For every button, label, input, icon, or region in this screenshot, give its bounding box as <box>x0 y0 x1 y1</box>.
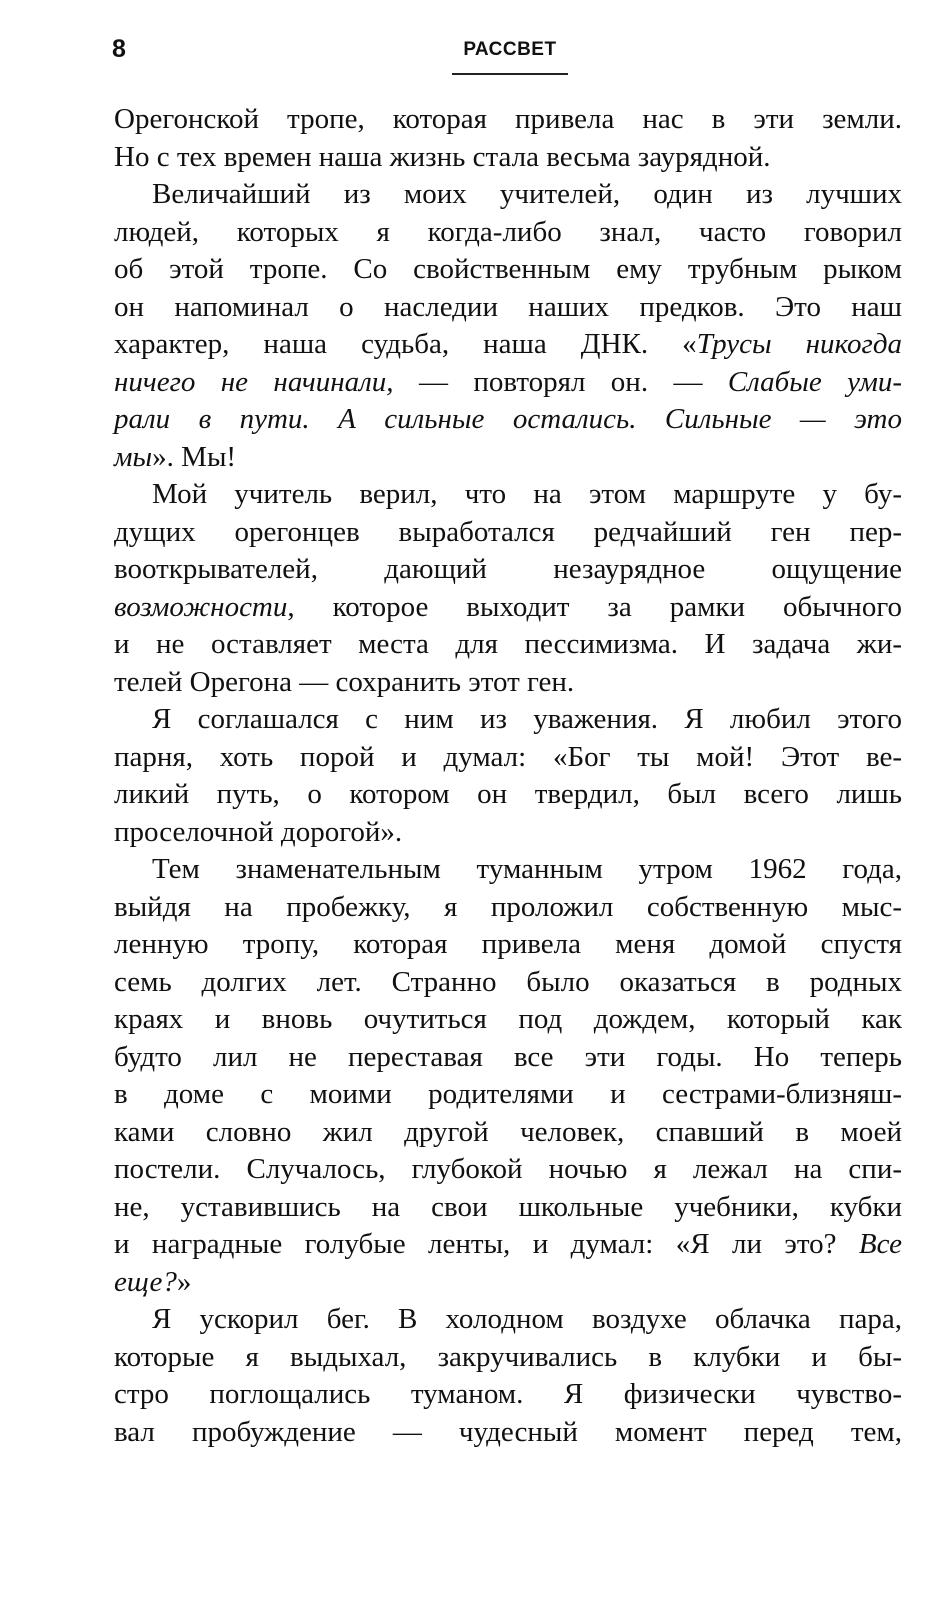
text-line: Орегонской тропе, которая привела нас в эти земли. <box>114 103 902 135</box>
paragraph-2 <box>114 176 902 476</box>
paragraph-4 <box>114 701 902 851</box>
text-line: постели. Случалось, глубокой ночью я лежал на спи- <box>114 1153 902 1185</box>
text-line: Я ускорил бег. В холодном воздухе облачка пара, <box>152 1303 902 1335</box>
italic-quote: ничего не начинали, <box>114 365 394 398</box>
paragraph-5 <box>114 851 902 1301</box>
text-line: Величайший из моих учителей, один из лучших <box>152 178 902 210</box>
text-line <box>114 439 902 477</box>
text-line: телей Орегона — сохранить этот ген. <box>114 665 575 698</box>
running-title: РАССВЕТ <box>463 39 557 60</box>
text-line: не, уставившись на свои школьные учебники, кубки <box>114 1190 902 1223</box>
text-line: ками словно жил другой человек, спавший в моей <box>114 1115 902 1148</box>
paragraph-1 <box>114 101 902 176</box>
text-line: дущих орегонцев выработался редчайший ген пер- <box>114 515 902 548</box>
text-line: проселочной дорогой». <box>114 815 403 848</box>
text-line: людей, которых я когда-либо знал, часто говорил <box>114 215 902 248</box>
text-line: которые я выдыхал, закручивались в клубки и бы- <box>114 1340 902 1373</box>
text-line <box>114 589 902 627</box>
text-line: стро поглощались туманом. Я физически чувство- <box>114 1378 902 1410</box>
text-run: » <box>176 1265 192 1298</box>
text-run: — повторял он. — <box>393 365 728 398</box>
body-text <box>114 101 902 1451</box>
text-line: выйдя на пробежку, я проложил собственную мыс- <box>114 890 902 923</box>
italic-emphasis: еще? <box>114 1265 177 1298</box>
text-line <box>114 1264 902 1302</box>
italic-quote: рали в пути. А сильные остались. Сильные — это <box>114 403 902 435</box>
italic-quote: Трусы никогда <box>696 328 902 360</box>
text-line: парня, хоть порой и думал: «Бог ты мой! Этот ве- <box>114 740 902 773</box>
text-line: Тем знаменательным туманным утром 1962 года, <box>152 853 902 885</box>
text-line: об этой тропе. Со свойственным ему трубным рыком <box>114 253 902 285</box>
text-line <box>114 401 902 439</box>
paragraph-6 <box>114 1301 902 1451</box>
text-line: ликий путь, о котором он твердил, был всего лишь <box>114 778 902 810</box>
italic-quote: Слабые уми- <box>727 365 902 398</box>
header-rule <box>452 73 568 75</box>
text-line <box>114 326 902 364</box>
text-line: будто лил не переставая все эти годы. Но теперь <box>114 1040 902 1073</box>
text-line: Я соглашался с ним из уважения. Я любил этого <box>152 703 902 735</box>
text-line: Мой учитель верил, что на этом маршруте у бу- <box>152 478 902 510</box>
italic-emphasis: возможности <box>114 590 288 623</box>
text-run: , которое выходит за рамки обычного <box>287 590 902 623</box>
paragraph-3 <box>114 476 902 701</box>
text-run: характер, наша судьба, наша ДНК. « <box>114 328 697 360</box>
text-run: и наградные голубые ленты, и думал: «Я ли это? <box>114 1228 859 1260</box>
text-run: ». Мы! <box>152 440 237 473</box>
italic-emphasis: Все <box>858 1228 902 1260</box>
text-line: краях и вновь очутиться под дождем, который как <box>114 1003 902 1035</box>
text-line <box>114 364 902 402</box>
text-line: и не оставляет места для пессимизма. И задача жи- <box>114 628 902 660</box>
text-line: ленную тропу, которая привела меня домой спустя <box>114 928 902 960</box>
text-line: Но с тех времен наша жизнь стала весьма заурядной. <box>114 140 771 173</box>
text-line <box>114 1226 902 1264</box>
text-line: он напоминал о наследии наших предков. Это наш <box>114 290 902 323</box>
text-line: в доме с моими родителями и сестрами-близняш- <box>114 1078 902 1110</box>
text-line: вооткрывателей, дающий незаурядное ощущение <box>114 553 902 585</box>
italic-quote: мы <box>114 440 153 473</box>
text-line: семь долгих лет. Странно было оказаться в родных <box>114 965 902 998</box>
page-number: 8 <box>112 35 126 63</box>
text-line: вал пробуждение — чудесный момент перед тем, <box>114 1415 902 1448</box>
